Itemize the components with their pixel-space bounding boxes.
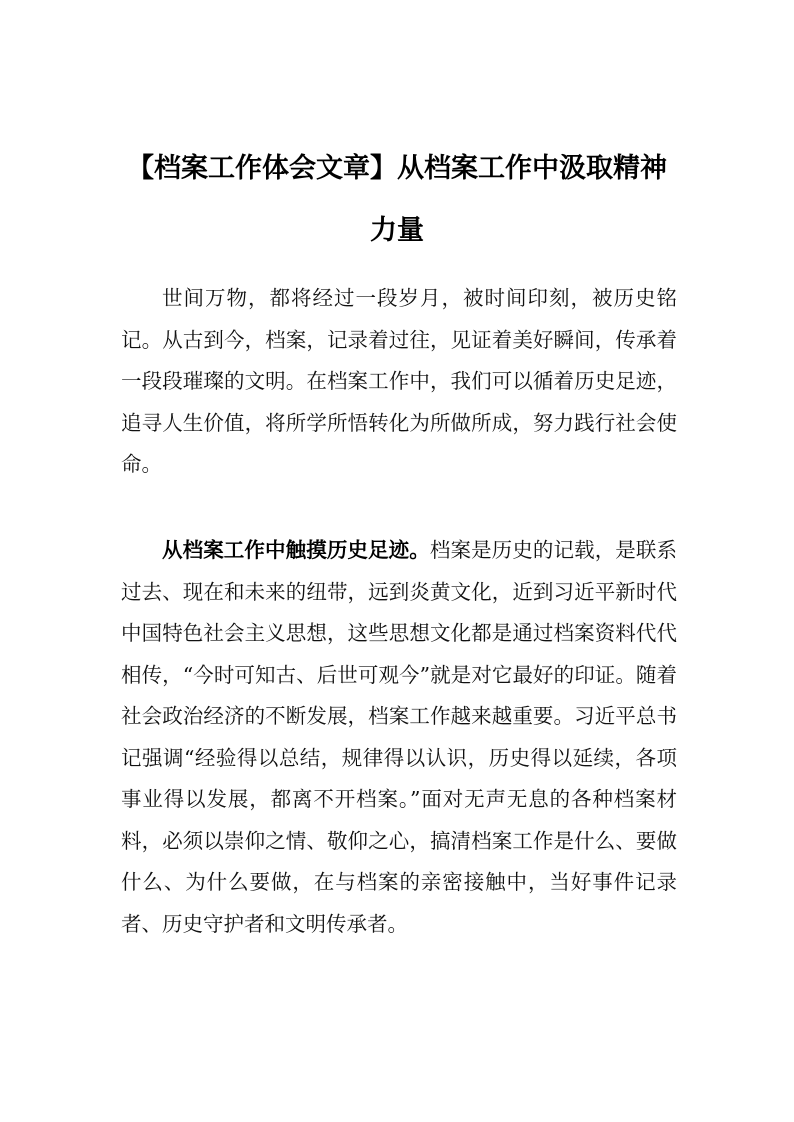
- paragraph-history-traces: [121, 530, 677, 945]
- document-title: 【档案工作体会文章】从档案工作中汲取精神力量: [127, 153, 667, 246]
- paragraph-history-text: 档案是历史的记载，是联系过去、现在和未来的纽带，远到炎黄文化，近到习近平新时代中国特色社会主义思想，这些思想文化都是通过档案资料代代相传，“今时可知古、后世可观今”就是对它最好的印证。随着社会政治经济的不断发展，档案工作越来越重要。习近平总书记强调“经验得以总结，规律得以认识，历史得以延续，各项事业得以发展，都离不开档案。”面对无声无息的各种档案材料，必须以崇仰之情、敬仰之心，搞清档案工作是什么、要做什么、为什么要做，在与档案的亲密接触中，当好事件记录者、历史守护者和文明传承者。: [121, 538, 678, 936]
- paragraph-intro: [121, 278, 677, 486]
- paragraph-intro-text: 世间万物，都将经过一段岁月，被时间印刻，被历史铭记。从古到今，档案，记录着过往，见证着美好瞬间，传承着一段段璀璨的文明。在档案工作中，我们可以循着历史足迹，追寻人生价值，将所学所悟转化为所做所成，努力践行社会使命。: [121, 286, 677, 476]
- paragraph-lead-heading: 从档案工作中触摸历史足迹。: [162, 538, 430, 562]
